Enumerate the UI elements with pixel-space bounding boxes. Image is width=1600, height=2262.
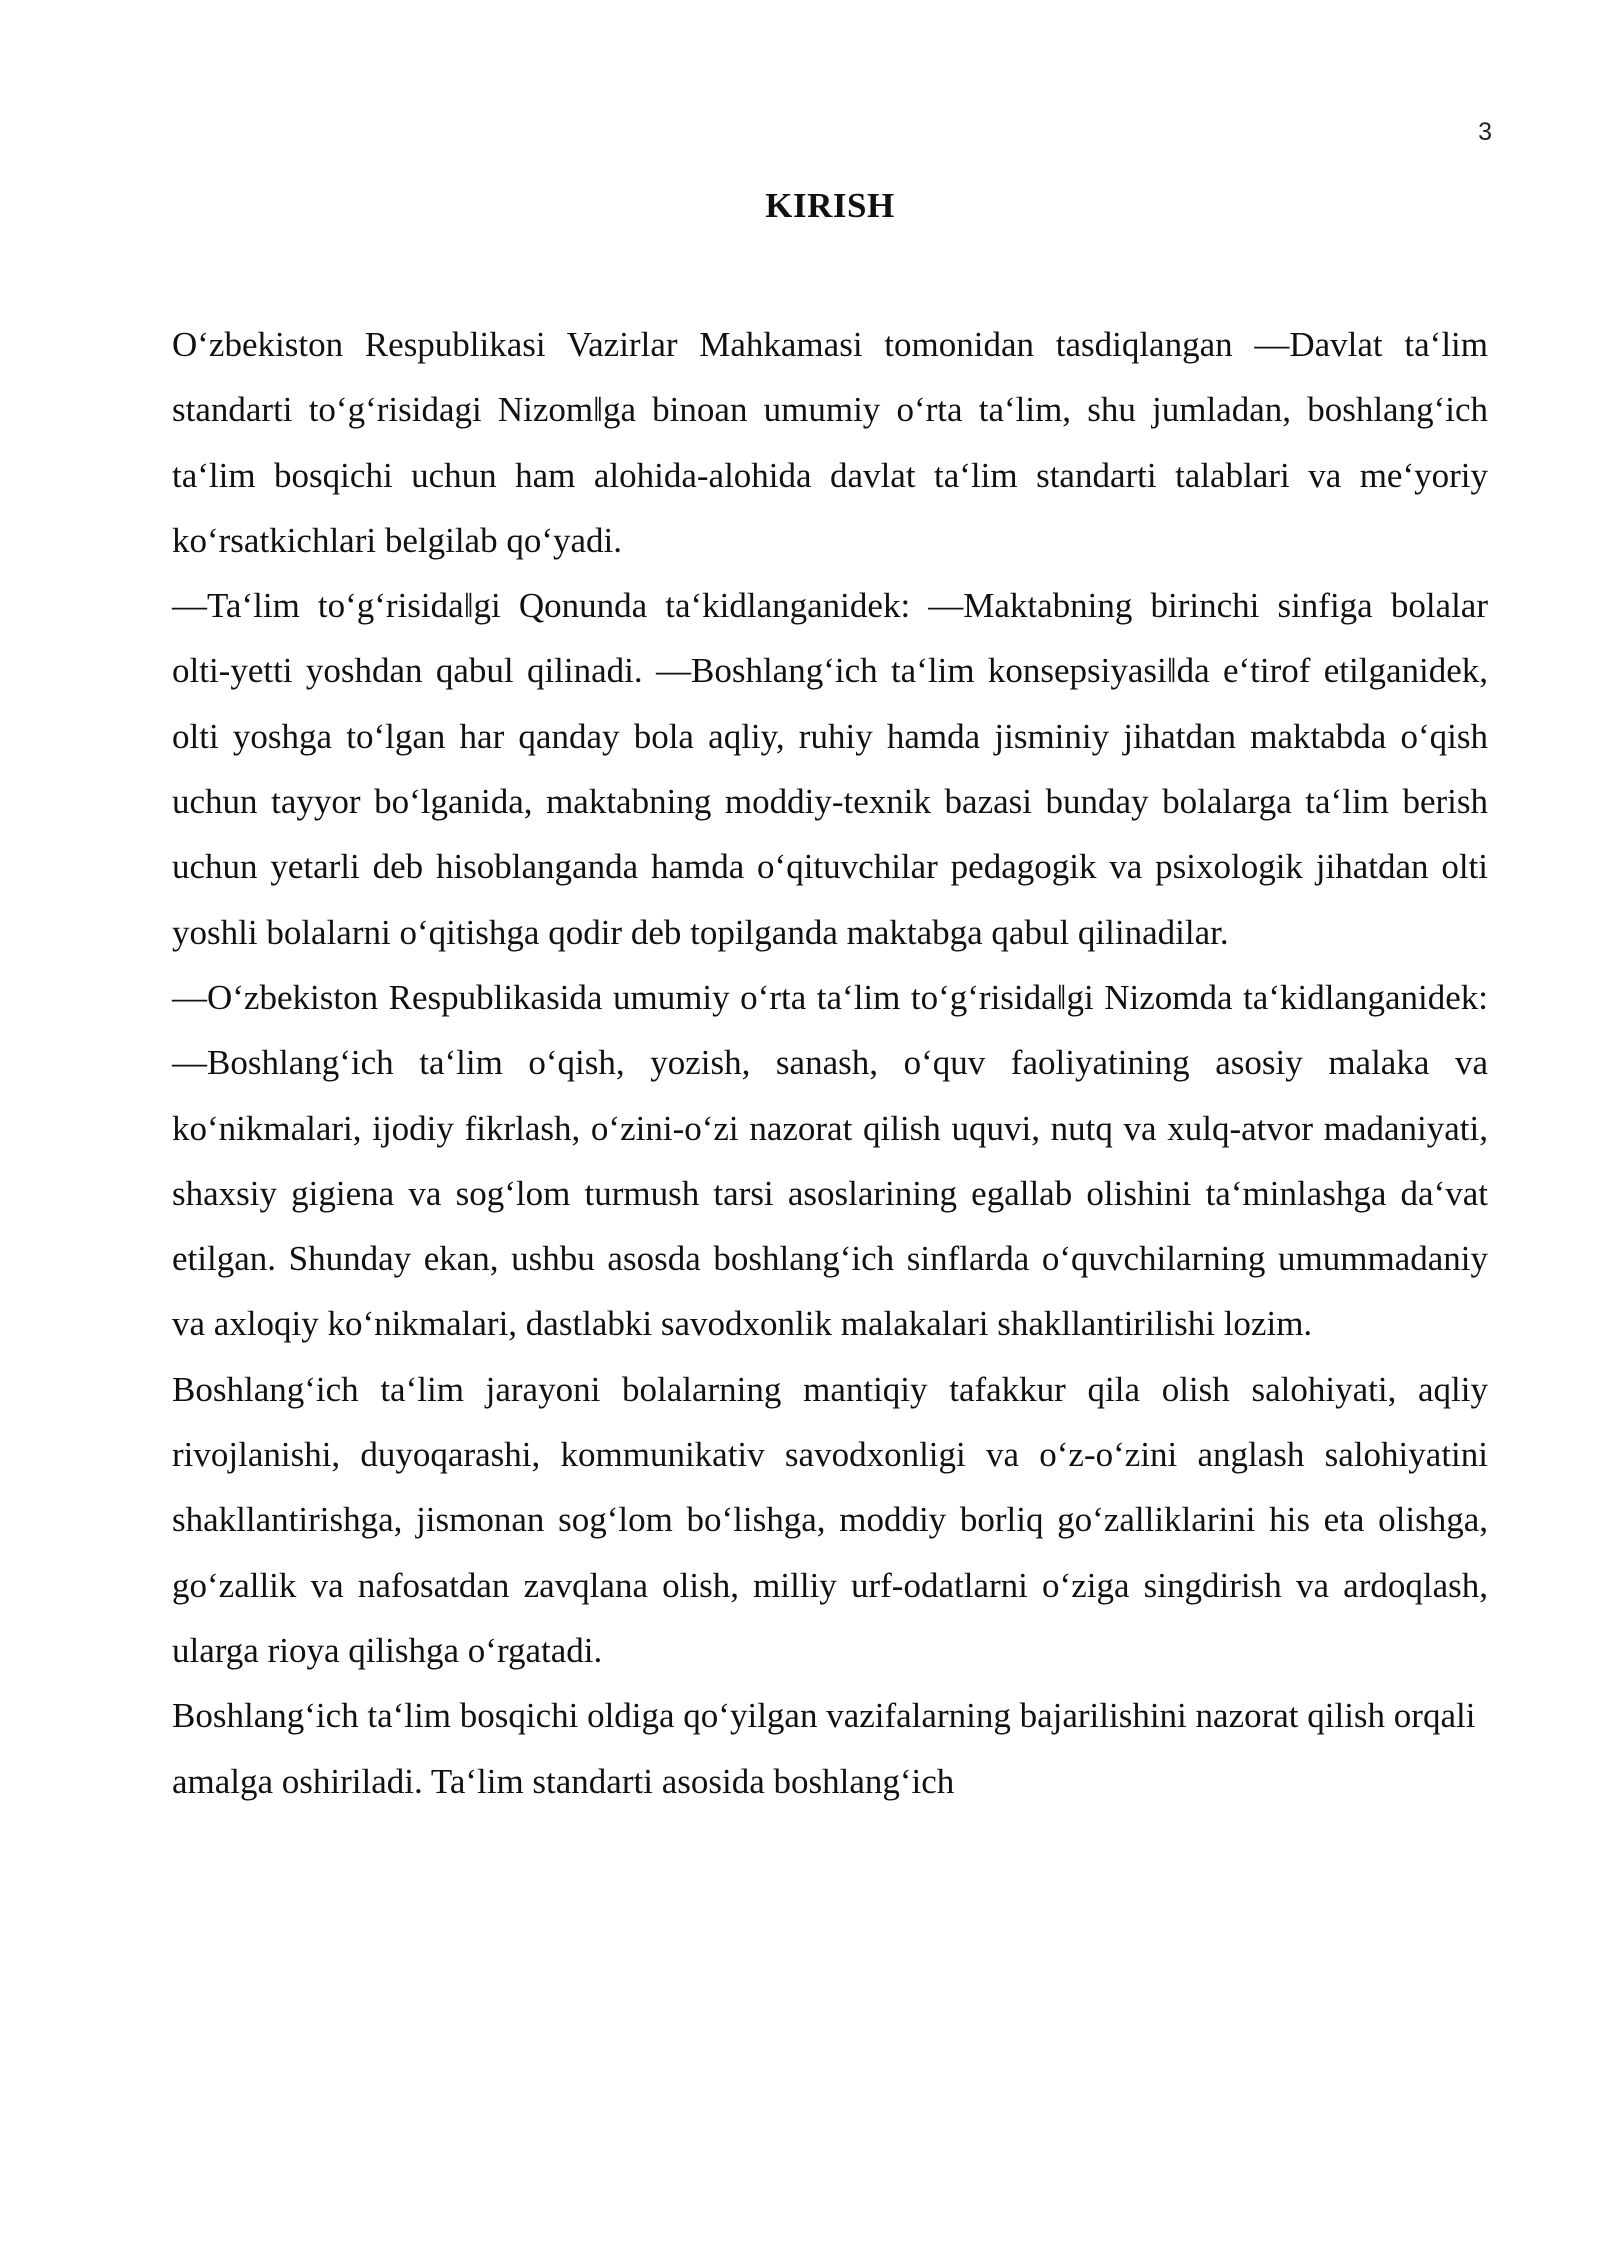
document-body [172,312,1488,1814]
paragraph-4: Boshlang‘ich ta‘lim jarayoni bolalarning mantiqiy tafakkur qila olish salohiyati, aqliy rivojlanishi, duyoqarashi, kommunikativ savodxonligi va o‘z-o‘zini anglash salohiyatini shakllantirishga, jismonan sog‘lom bo‘lishga, moddiy borliq go‘zalliklarini his eta olishga, go‘zallik va nafosatdan zavqlana olish, milliy urf-odatlarni o‘ziga singdirish va ardoqlash, ularga rioya qilishga o‘rgatadi. [172,1369,1488,1670]
paragraph-1: O‘zbekiston Respublikasi Vazirlar Mahkamasi tomonidan tasdiqlangan ―Davlat ta‘lim standarti to‘g‘risidagi Nizom‖ga binoan umumiy o‘rta ta‘lim, shu jumladan, boshlang‘ich ta‘lim bosqichi uchun ham alohida-alohida davlat ta‘lim standarti talablari va me‘yoriy ko‘rsatkichlari belgilab qo‘yadi. [172,325,1488,560]
section-title: KIRISH [765,186,895,225]
paragraph-3: ―O‘zbekiston Respublikasida umumiy o‘rta ta‘lim to‘g‘risida‖gi Nizomda ta‘kidlanganidek: ―Boshlang‘ich ta‘lim o‘qish, yozish, sanash, o‘quv faoliyatining asosiy malaka va ko‘nikmalari, ijodiy fikrlash, o‘zini-o‘zi nazorat qilish uquvi, nutq va xulq-atvor madaniyati, shaxsiy gigiena va sog‘lom turmush tarsi asoslarining egallab olishini ta‘minlashga da‘vat etilgan. Shunday ekan, ushbu asosda boshlang‘ich sinflarda o‘quvchilarning umummadaniy va axloqiy ko‘nikmalari, dastlabki savodxonlik malakalari shakllantirilishi lozim. [172,977,1488,1344]
paragraph-5: Boshlang‘ich ta‘lim bosqichi oldiga qo‘yilgan vazifalarning bajarilishini nazorat qilish orqali amalga oshiriladi. Ta‘lim standarti asosida boshlang‘ich [172,1696,1476,1801]
paragraph-2: ―Ta‘lim to‘g‘risida‖gi Qonunda ta‘kidlanganidek: ―Maktabning birinchi sinfiga bolalar olti-yetti yoshdan qabul qilinadi. ―Boshlang‘ich ta‘lim konsepsiyasi‖da e‘tirof etilganidek, olti yoshga to‘lgan har qanday bola aqliy, ruhiy hamda jisminiy jihatdan maktabda o‘qish uchun tayyor bo‘lganida, maktabning moddiy-texnik bazasi bunday bolalarga ta‘lim berish uchun yetarli deb hisoblanganda hamda o‘qituvchilar pedagogik va psixologik jihatdan olti yoshli bolalarni o‘qitishga qodir deb topilganda maktabga qabul qilinadilar. [172,586,1488,952]
page-number: 3 [1478,118,1492,146]
